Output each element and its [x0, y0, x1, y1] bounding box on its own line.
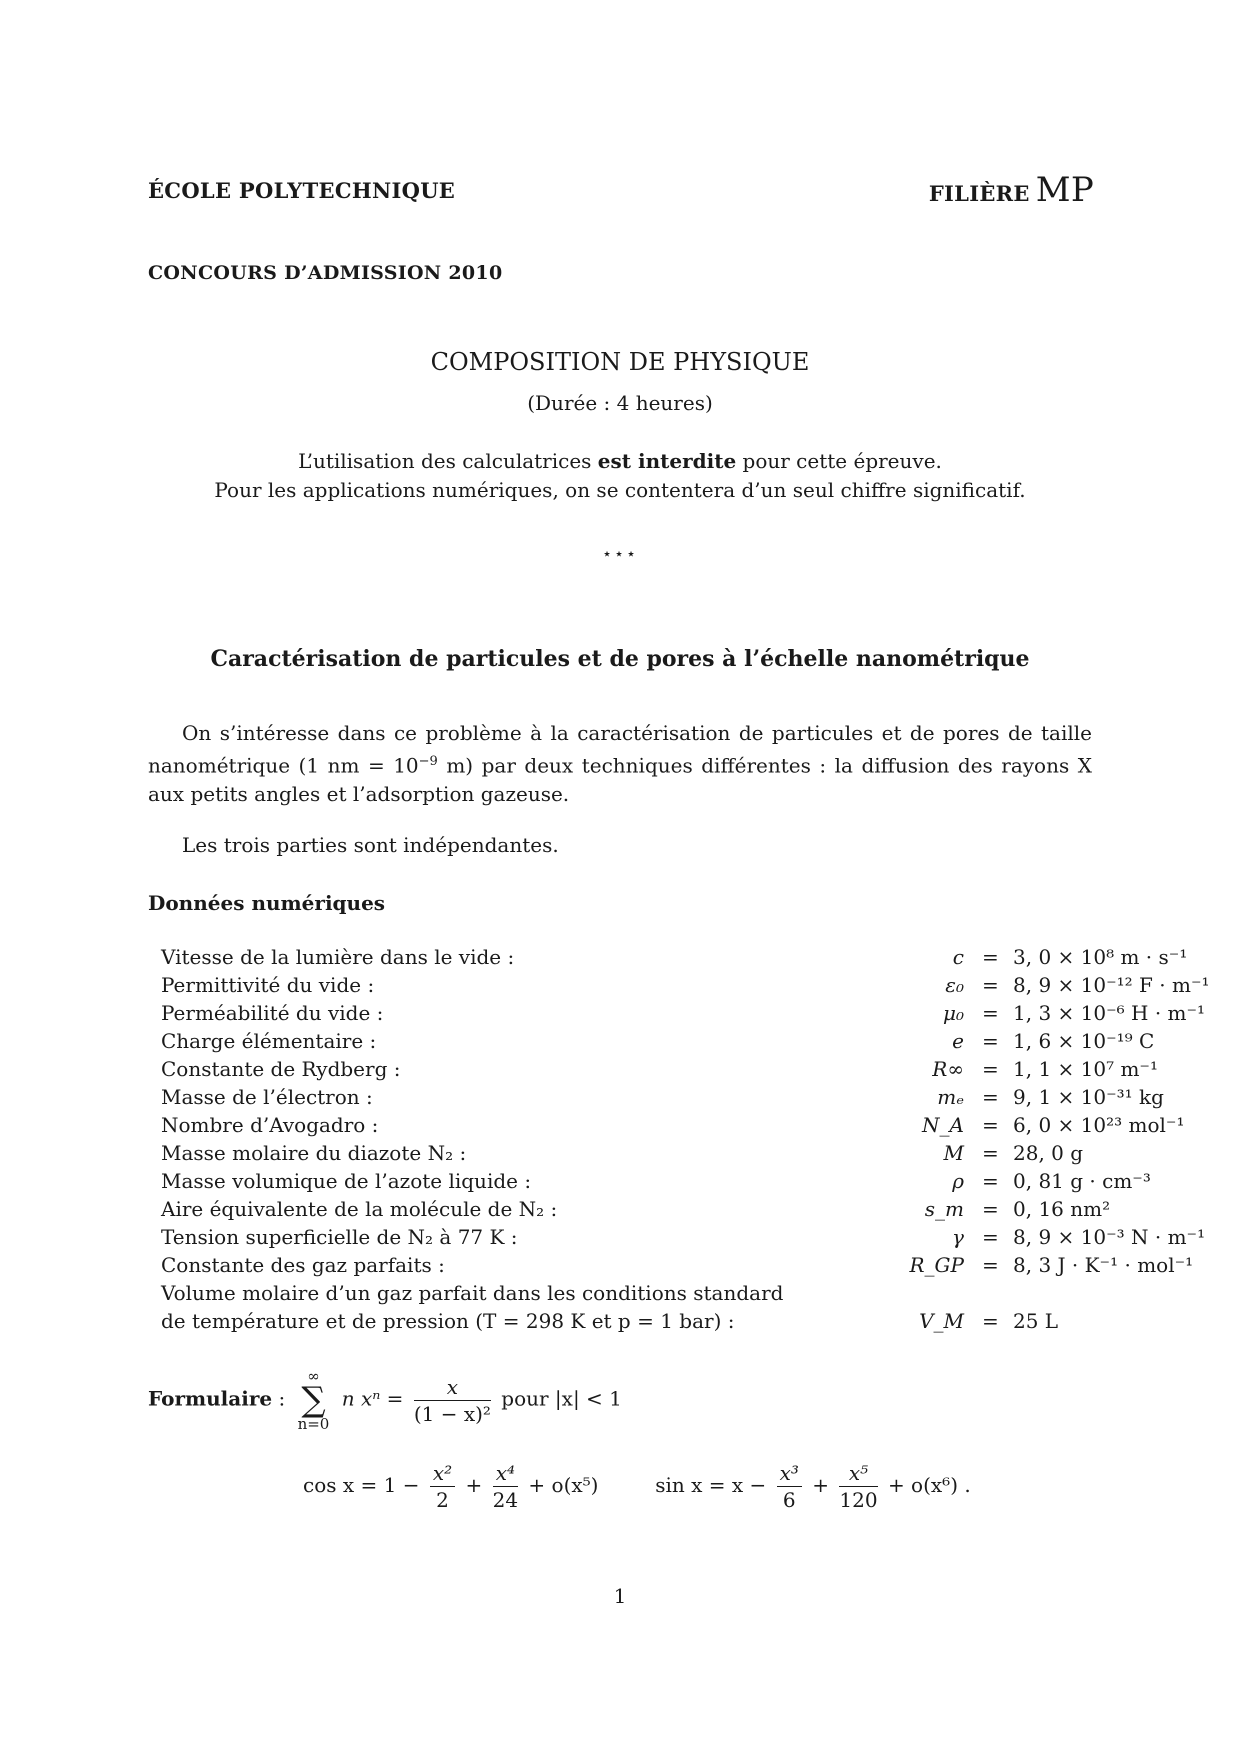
cos-frac-2 — [493, 1460, 518, 1513]
sin-f1-num: x³ — [777, 1460, 802, 1487]
data-symbol: ε₀ — [945, 973, 964, 997]
sin-f1-den: 6 — [782, 1488, 796, 1512]
data-equals: = — [982, 1141, 999, 1165]
data-symbol: R_GP — [909, 1253, 964, 1277]
sum-frac-den: (1 − x)² — [413, 1401, 491, 1426]
data-row — [161, 973, 1210, 1001]
data-row — [161, 1169, 1151, 1197]
data-row — [161, 1141, 1084, 1169]
problem-title: Caractérisation de particules et de pores à l’échelle nanométrique — [210, 646, 1030, 672]
formulaire-heading: Formulaire — [148, 1386, 273, 1411]
sum-fraction — [414, 1374, 491, 1427]
data-symbol: e — [952, 1029, 964, 1053]
data-label: Volume molaire d’un gaz parfait dans les conditions standard — [161, 1281, 784, 1305]
filiere-label: FILIÈRE — [928, 181, 1030, 206]
sin-f2-den: 120 — [839, 1488, 878, 1512]
separator-stars: ⋆⋆⋆ — [601, 544, 639, 563]
exam-duration: (Durée : 4 heures) — [527, 391, 713, 415]
data-equals: = — [982, 945, 999, 969]
sum-top: ∞ — [307, 1367, 320, 1385]
data-value: 0, 81 g · cm⁻³ — [1013, 1169, 1151, 1193]
data-value: 0, 16 nm² — [1013, 1197, 1111, 1221]
intro-pre: On s’intéresse dans ce problème à la caractérisation de particules et de pores de taille nanométrique (1 nm = 10 — [148, 721, 1092, 778]
data-value: 6, 0 × 10²³ mol⁻¹ — [1013, 1113, 1185, 1137]
intro-paragraph — [148, 719, 1092, 808]
data-label: de température et de pression (T = 298 K et p = 1 bar) : — [161, 1309, 735, 1333]
intro-exponent: −9 — [418, 753, 438, 769]
plus-sign: + — [812, 1473, 830, 1497]
data-table — [161, 945, 1210, 1337]
cos-f1-num: x² — [430, 1460, 455, 1487]
data-label: Perméabilité du vide : — [161, 1001, 384, 1025]
calc-note-pre: L’utilisation des calculatrices — [298, 449, 598, 473]
data-equals: = — [982, 1197, 999, 1221]
data-row — [161, 1197, 1111, 1225]
data-symbol: N_A — [922, 1113, 964, 1137]
data-equals: = — [982, 1225, 999, 1249]
data-symbol: M — [943, 1141, 964, 1165]
filiere — [929, 170, 1094, 210]
sum-bottom: n=0 — [297, 1415, 330, 1433]
page-number: 1 — [613, 1584, 627, 1608]
cos-f2-den: 24 — [492, 1488, 519, 1512]
data-row — [161, 1225, 1206, 1253]
cos-f2-num: x⁴ — [493, 1460, 518, 1487]
sin-frac-1 — [777, 1460, 802, 1513]
trig-expansions — [303, 1460, 971, 1513]
sum-term: n xⁿ = — [341, 1386, 404, 1411]
data-value: 1, 3 × 10⁻⁶ H · m⁻¹ — [1013, 1001, 1206, 1025]
data-equals: = — [982, 1253, 999, 1277]
formulaire-sum — [148, 1368, 622, 1432]
data-symbol: mₑ — [937, 1085, 964, 1109]
data-label: Constante des gaz parfaits : — [161, 1253, 445, 1277]
exam-title: COMPOSITION DE PHYSIQUE — [430, 348, 810, 376]
filiere-value: MP — [1035, 170, 1094, 210]
data-equals: = — [982, 1309, 999, 1333]
data-label: Nombre d’Avogadro : — [161, 1113, 379, 1137]
cos-lhs: cos x = 1 − — [303, 1473, 420, 1497]
data-symbol: s_m — [924, 1197, 964, 1221]
numeric-note: Pour les applications numériques, on se contentera d’un seul chiffre significatif. — [214, 478, 1026, 502]
data-symbol: c — [952, 945, 964, 969]
data-value: 8, 3 J · K⁻¹ · mol⁻¹ — [1013, 1253, 1194, 1277]
data-row — [161, 1057, 1158, 1085]
data-equals: = — [982, 1169, 999, 1193]
data-equals: = — [982, 1057, 999, 1081]
cos-f1-den: 2 — [436, 1488, 449, 1512]
data-equals: = — [982, 1113, 999, 1137]
sum-frac-num: x — [414, 1374, 491, 1401]
data-row — [161, 1253, 1194, 1281]
sum-sign: ∑ — [301, 1380, 326, 1420]
data-symbol: R∞ — [932, 1057, 964, 1081]
sum-condition: pour |x| < 1 — [501, 1386, 622, 1411]
data-value: 8, 9 × 10⁻¹² F · m⁻¹ — [1013, 973, 1210, 997]
cos-frac-1 — [430, 1460, 455, 1513]
data-label: Masse de l’électron : — [161, 1085, 373, 1109]
data-value: 28, 0 g — [1013, 1141, 1084, 1165]
plus-sign: + — [465, 1473, 483, 1497]
data-row — [161, 945, 1188, 973]
calc-note-bold: est interdite — [597, 449, 737, 473]
data-value: 1, 1 × 10⁷ m⁻¹ — [1013, 1057, 1158, 1081]
school-name: ÉCOLE POLYTECHNIQUE — [148, 178, 456, 203]
data-symbol: γ — [952, 1225, 964, 1249]
data-label: Tension superficielle de N₂ à 77 K : — [161, 1225, 518, 1249]
data-label: Permittivité du vide : — [161, 973, 375, 997]
data-label: Vitesse de la lumière dans le vide : — [161, 945, 515, 969]
data-row — [161, 1001, 1206, 1029]
data-symbol: V_M — [919, 1309, 964, 1333]
data-row — [161, 1281, 1081, 1309]
data-row — [161, 1309, 1081, 1337]
sin-f2-num: x⁵ — [839, 1460, 877, 1487]
intro-post: m) par deux techniques différentes : la diffusion des rayons X aux petits angles et l’adsorption gazeuse. — [148, 753, 1092, 806]
data-label: Masse molaire du diazote N₂ : — [161, 1141, 467, 1165]
data-heading: Données numériques — [148, 891, 386, 915]
data-row — [161, 1085, 1164, 1113]
data-row — [161, 1113, 1185, 1141]
data-value: 1, 6 × 10⁻¹⁹ C — [1013, 1029, 1155, 1053]
independence-note: Les trois parties sont indépendantes. — [182, 833, 559, 857]
data-value: 25 L — [1013, 1309, 1059, 1333]
cos-tail: + o(x⁵) — [528, 1473, 599, 1497]
data-equals: = — [982, 1001, 999, 1025]
calc-note-post: pour cette épreuve. — [736, 449, 942, 473]
data-value: 8, 9 × 10⁻³ N · m⁻¹ — [1013, 1225, 1206, 1249]
data-value: 3, 0 × 10⁸ m · s⁻¹ — [1013, 945, 1188, 969]
data-equals: = — [982, 1085, 999, 1109]
sin-frac-2 — [839, 1460, 877, 1513]
sum-symbol — [298, 1368, 330, 1432]
data-label: Constante de Rydberg : — [161, 1057, 401, 1081]
data-equals: = — [982, 973, 999, 997]
calculator-note — [0, 449, 1240, 473]
sin-tail: + o(x⁶) . — [887, 1473, 971, 1497]
data-label: Aire équivalente de la molécule de N₂ : — [161, 1197, 558, 1221]
data-equals: = — [982, 1029, 999, 1053]
data-symbol: μ₀ — [942, 1001, 964, 1025]
concours-title: CONCOURS D’ADMISSION 2010 — [148, 262, 503, 284]
data-label: Charge élémentaire : — [161, 1029, 377, 1053]
data-label: Masse volumique de l’azote liquide : — [161, 1169, 532, 1193]
formulaire-sep: : — [272, 1386, 292, 1411]
data-value: 9, 1 × 10⁻³¹ kg — [1013, 1085, 1164, 1109]
data-row — [161, 1029, 1155, 1057]
data-symbol: ρ — [952, 1169, 964, 1193]
sin-lhs: sin x = x − — [655, 1473, 767, 1497]
